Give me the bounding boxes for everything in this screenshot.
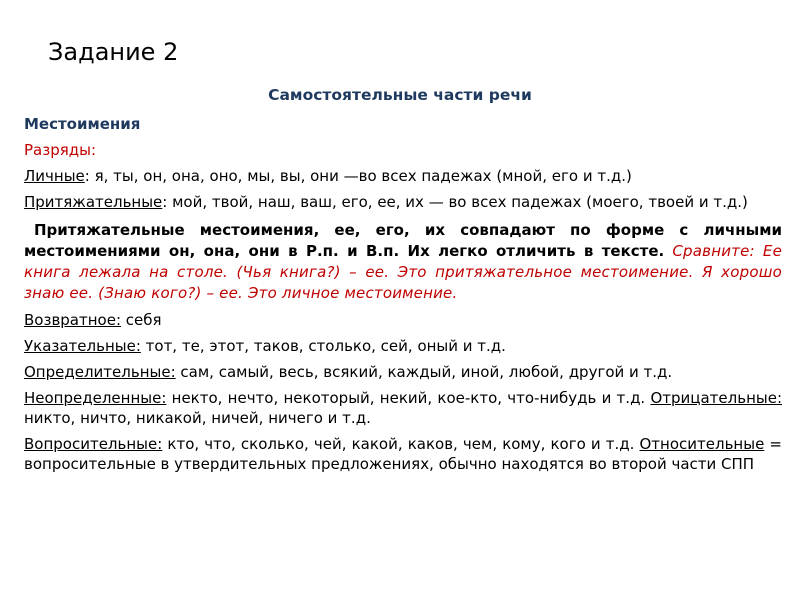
note-example-text: Сравните: Ее книга лежала на столе. (Чья книга?) – ее. Это притяжательное местоимение. Я хорошо знаю ее. (Знаю кого?) – ее. Это личное местоимение. <box>24 242 783 302</box>
indefinite-label: Неопределенные: <box>24 389 167 407</box>
reflexive-text: себя <box>121 311 162 329</box>
demonstrative-label: Указательные: <box>24 337 141 355</box>
interrogative-relative-line <box>24 434 782 474</box>
demonstrative-line <box>24 336 782 356</box>
note-bold-text: Притяжательные местоимения, ее, его, их совпадают по форме с личными местоимениями он, она, они в Р.п. и В.п. Их легко отличить в тексте. <box>24 221 782 260</box>
section-heading: Местоимения <box>24 115 141 133</box>
negative-text: никто, ничто, никакой, ничей, ничего и т.д. <box>24 409 371 427</box>
slide-subtitle: Самостоятельные части речи <box>268 86 532 104</box>
categories-label: Разряды: <box>24 141 97 159</box>
reflexive-line <box>24 310 782 330</box>
slide-title: Задание 2 <box>48 38 179 66</box>
attributive-label: Определительные: <box>24 363 176 381</box>
relative-label: Относительные <box>639 435 765 453</box>
reflexive-label: Возвратное: <box>24 311 122 329</box>
possessive-text: : мой, твой, наш, ваш, его, ее, их — во всех падежах (моего, твоей и т.д.) <box>162 193 748 211</box>
demonstrative-text: тот, те, этот, таков, столько, сей, оный и т.д. <box>140 337 506 355</box>
possessive-note <box>24 220 782 304</box>
negative-label: Отрицательные: <box>650 389 782 407</box>
possessive-pronouns-line <box>24 192 782 212</box>
interrogative-text: кто, что, сколько, чей, какой, каков, чем, кому, кого и т.д. <box>162 435 635 453</box>
personal-label: Личные <box>24 167 85 185</box>
interrogative-label: Вопросительные: <box>24 435 163 453</box>
slide-content <box>24 110 782 474</box>
attributive-line <box>24 362 782 382</box>
attributive-text: сам, самый, весь, всякий, каждый, иной, любой, другой и т.д. <box>175 363 673 381</box>
indefinite-text: некто, нечто, некоторый, некий, кое-кто, что-нибудь и т.д. <box>166 389 651 407</box>
indefinite-negative-line <box>24 388 782 428</box>
personal-text: : я, ты, он, она, оно, мы, вы, они —во всех падежах (мной, его и т.д.) <box>84 167 632 185</box>
personal-pronouns-line <box>24 166 782 186</box>
possessive-label: Притяжательные <box>24 193 163 211</box>
relative-text: = вопросительные в утвердительных предложениях, обычно находятся во второй части СПП <box>24 435 782 473</box>
